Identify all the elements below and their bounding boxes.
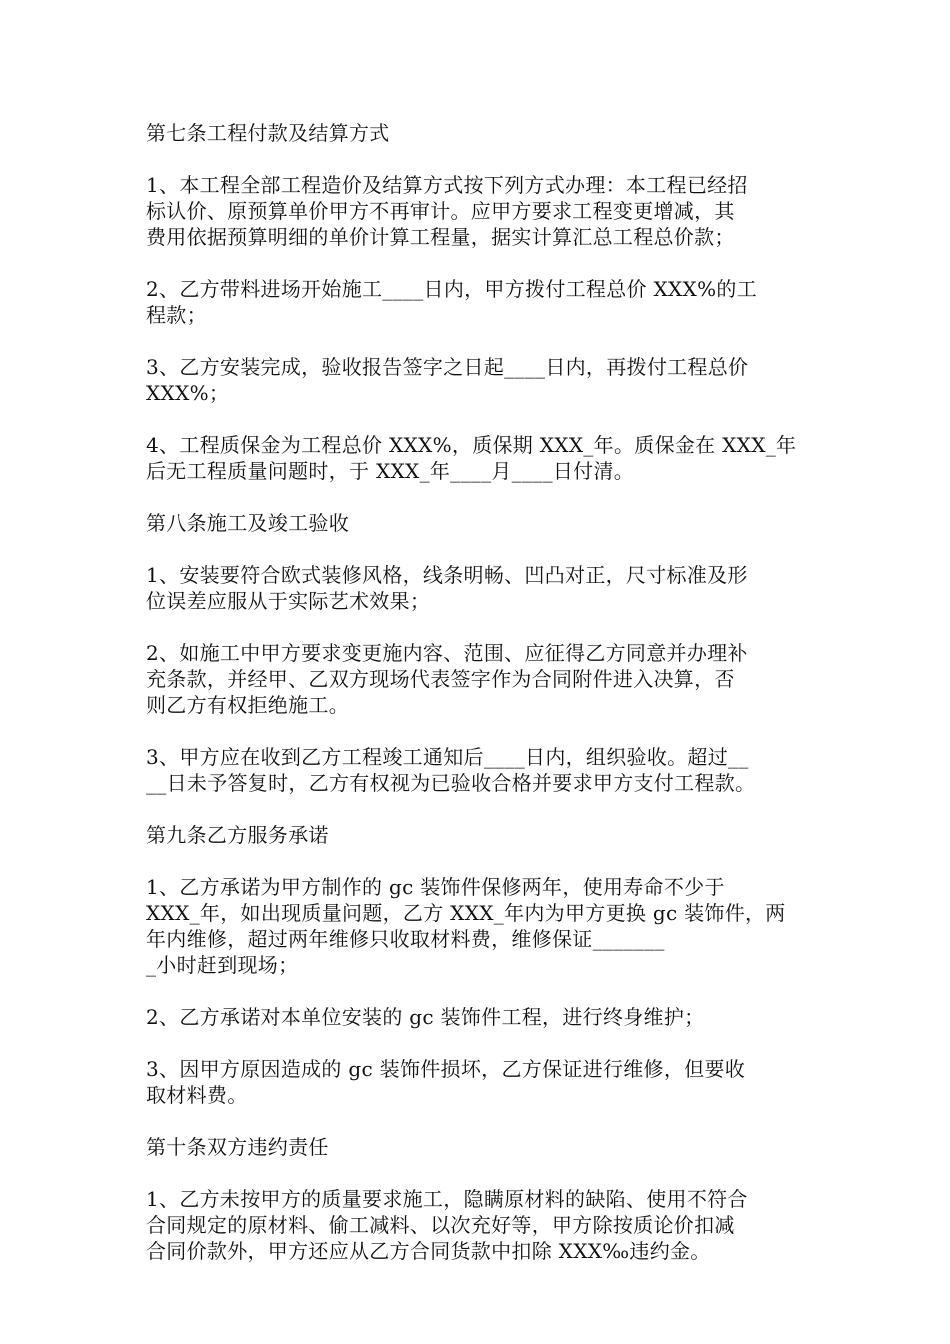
text-line: 1、本工程全部工程造价及结算方式按下列方式办理：本工程已经招 — [146, 173, 748, 197]
clause-paragraph — [146, 1056, 810, 1108]
text-line: XXX%； — [146, 381, 230, 405]
text-line: 费用依据预算明细的单价计算工程量，据实计算汇总工程总价款； — [146, 225, 735, 249]
text-line: 取材料费。 — [146, 1083, 248, 1107]
text-line: XXX_年，如出现质量问题，乙方 XXX_年内为甲方更换 gc 装饰件，两 — [146, 901, 786, 925]
text-line: 合同规定的原材料、偷工减料、以次充好等，甲方除按质论价扣减 — [146, 1213, 735, 1237]
section-heading — [146, 510, 810, 536]
text-line: 年内维修，超过两年维修只收取材料费，维修保证_______ — [146, 927, 665, 951]
clause-paragraph — [146, 354, 810, 406]
clause-paragraph — [146, 562, 810, 614]
text-line: 4、工程质保金为工程总价 XXX%，质保期 XXX_年。质保金在 XXX_年 — [146, 433, 797, 457]
clause-paragraph — [146, 1004, 810, 1030]
clause-paragraph — [146, 1186, 810, 1264]
text-line: 2、乙方承诺对本单位安装的 gc 装饰件工程，进行终身维护； — [146, 1005, 705, 1029]
text-line: 程款； — [146, 303, 207, 327]
text-line: 1、乙方未按甲方的质量要求施工，隐瞒原材料的缺陷、使用不符合 — [146, 1187, 748, 1211]
text-line: 3、因甲方原因造成的 gc 装饰件损坏，乙方保证进行维修，但要收 — [146, 1057, 746, 1081]
text-line: 第七条工程付款及结算方式 — [146, 121, 390, 145]
text-line: 1、安装要符合欧式装修风格，线条明畅、凹凸对正，尺寸标准及形 — [146, 563, 748, 587]
section-heading — [146, 1134, 810, 1160]
text-line: 标认价、原预算单价甲方不再审计。应甲方要求工程变更增减，其 — [146, 199, 735, 223]
clause-paragraph — [146, 640, 810, 718]
text-line: 2、乙方带料进场开始施工____日内，甲方拨付工程总价 XXX%的工 — [146, 277, 757, 301]
text-line: 第九条乙方服务承诺 — [146, 823, 329, 847]
text-line: 充条款，并经甲、乙双方现场代表签字作为合同附件进入决算，否 — [146, 667, 735, 691]
text-line: 2、如施工中甲方要求变更施内容、范围、应征得乙方同意并办理补 — [146, 641, 748, 665]
section-heading — [146, 120, 810, 146]
text-line: 则乙方有权拒绝施工。 — [146, 693, 349, 717]
text-line: 3、甲方应在收到乙方工程竣工通知后____日内，组织验收。超过__ — [146, 745, 749, 769]
clause-paragraph — [146, 432, 810, 484]
clause-paragraph — [146, 874, 810, 978]
document-body — [146, 120, 810, 1290]
clause-paragraph — [146, 172, 810, 250]
text-line: 3、乙方安装完成，验收报告签字之日起____日内，再拨付工程总价 — [146, 355, 749, 379]
text-line: 第十条双方违约责任 — [146, 1135, 329, 1159]
clause-paragraph — [146, 744, 810, 796]
text-line: 1、乙方承诺为甲方制作的 gc 装饰件保修两年，使用寿命不少于 — [146, 875, 725, 899]
clause-paragraph — [146, 276, 810, 328]
text-line: _小时赶到现场； — [146, 953, 299, 977]
section-heading — [146, 822, 810, 848]
text-line: 第八条施工及竣工验收 — [146, 511, 349, 535]
text-line: __日未予答复时，乙方有权视为已验收合格并要求甲方支付工程款。 — [146, 771, 756, 795]
text-line: 后无工程质量问题时，于 XXX_年____月____日付清。 — [146, 459, 635, 483]
text-line: 位误差应服从于实际艺术效果； — [146, 589, 431, 613]
text-line: 合同价款外，甲方还应从乙方合同货款中扣除 XXX‰违约金。 — [146, 1239, 711, 1263]
